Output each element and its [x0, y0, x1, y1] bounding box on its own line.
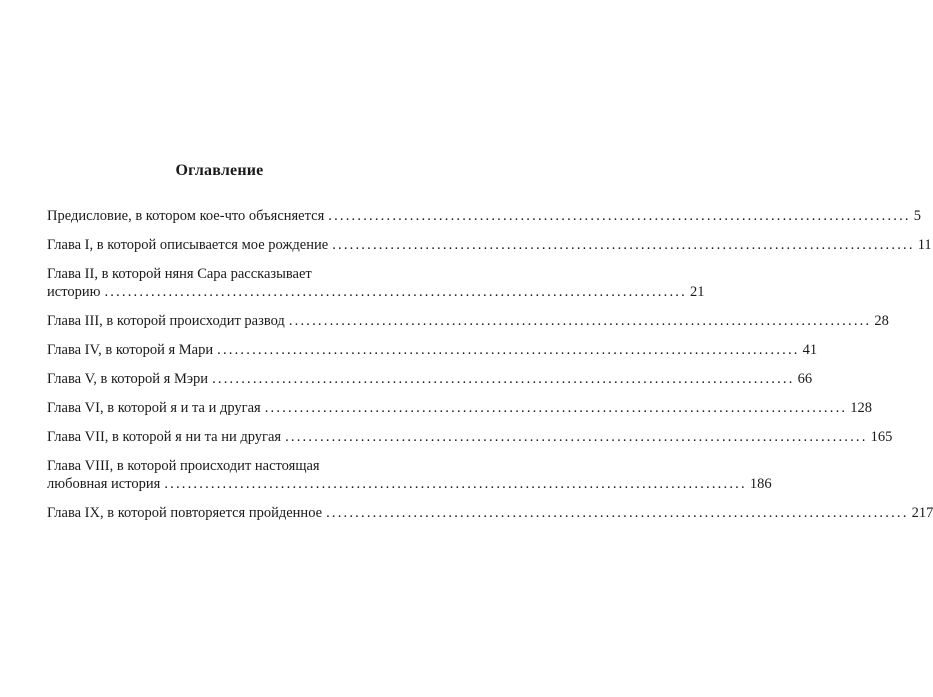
toc-page-number: 128 [850, 400, 872, 416]
toc-page-number: 11 [917, 237, 932, 253]
toc-entry-title-line: Глава II, в которой няня Сара рассказывает [47, 266, 312, 282]
toc-entry-title-line: Глава VIII, в которой происходит настоящая [47, 458, 320, 474]
dot-leader: .................................................................................................... [104, 284, 687, 300]
dot-leader: .................................................................................................... [332, 237, 915, 253]
toc-entry-title-continuation: любовная история [47, 476, 161, 492]
toc-entry[interactable] [47, 428, 893, 446]
toc-entry-title: Глава IX, в которой повторяется пройденное [47, 505, 323, 521]
toc-entry-title: Глава V, в которой я Мэри [47, 371, 209, 387]
dot-leader: .................................................................................................... [326, 505, 909, 521]
toc-page-number: 165 [870, 429, 893, 445]
dot-leader: .................................................................................................... [217, 342, 800, 358]
toc-title: Оглавление [175, 162, 264, 179]
toc-entry[interactable] [47, 265, 705, 301]
dot-leader: .................................................................................................... [212, 371, 795, 387]
table-of-contents [47, 207, 933, 533]
toc-entry[interactable] [47, 312, 889, 330]
toc-page-number: 28 [874, 313, 889, 329]
toc-entry[interactable] [47, 504, 933, 522]
toc-entry[interactable] [47, 457, 772, 493]
dot-leader: .................................................................................................... [164, 476, 747, 492]
toc-entry[interactable] [47, 341, 818, 359]
toc-entry-title: Глава IV, в которой я Мари [47, 342, 214, 358]
toc-page-number: 66 [797, 371, 813, 387]
toc-page-number: 217 [911, 505, 933, 521]
toc-entry[interactable] [47, 236, 932, 254]
toc-page-number: 186 [749, 476, 772, 492]
toc-entry-title: Глава VI, в которой я и та и другая [47, 400, 261, 416]
toc-page-number: 41 [802, 342, 818, 358]
toc-page-number: 21 [689, 284, 705, 300]
toc-entry[interactable] [47, 207, 921, 225]
toc-entry-title: Предисловие, в котором кое-что объясняется [47, 208, 325, 224]
toc-entry[interactable] [47, 370, 813, 388]
dot-leader: .................................................................................................... [288, 313, 872, 329]
toc-entry-title: Глава I, в которой описывается мое рождение [47, 237, 329, 253]
toc-entry-title-continuation: историю [47, 284, 101, 300]
dot-leader: .................................................................................................... [328, 208, 911, 224]
toc-page-number: 5 [913, 208, 921, 224]
toc-entry[interactable] [47, 399, 872, 417]
dot-leader: .................................................................................................... [285, 429, 868, 445]
dot-leader: .................................................................................................... [264, 400, 848, 416]
toc-entry-title: Глава III, в которой происходит развод [47, 313, 285, 329]
toc-entry-title: Глава VII, в которой я ни та ни другая [47, 429, 282, 445]
